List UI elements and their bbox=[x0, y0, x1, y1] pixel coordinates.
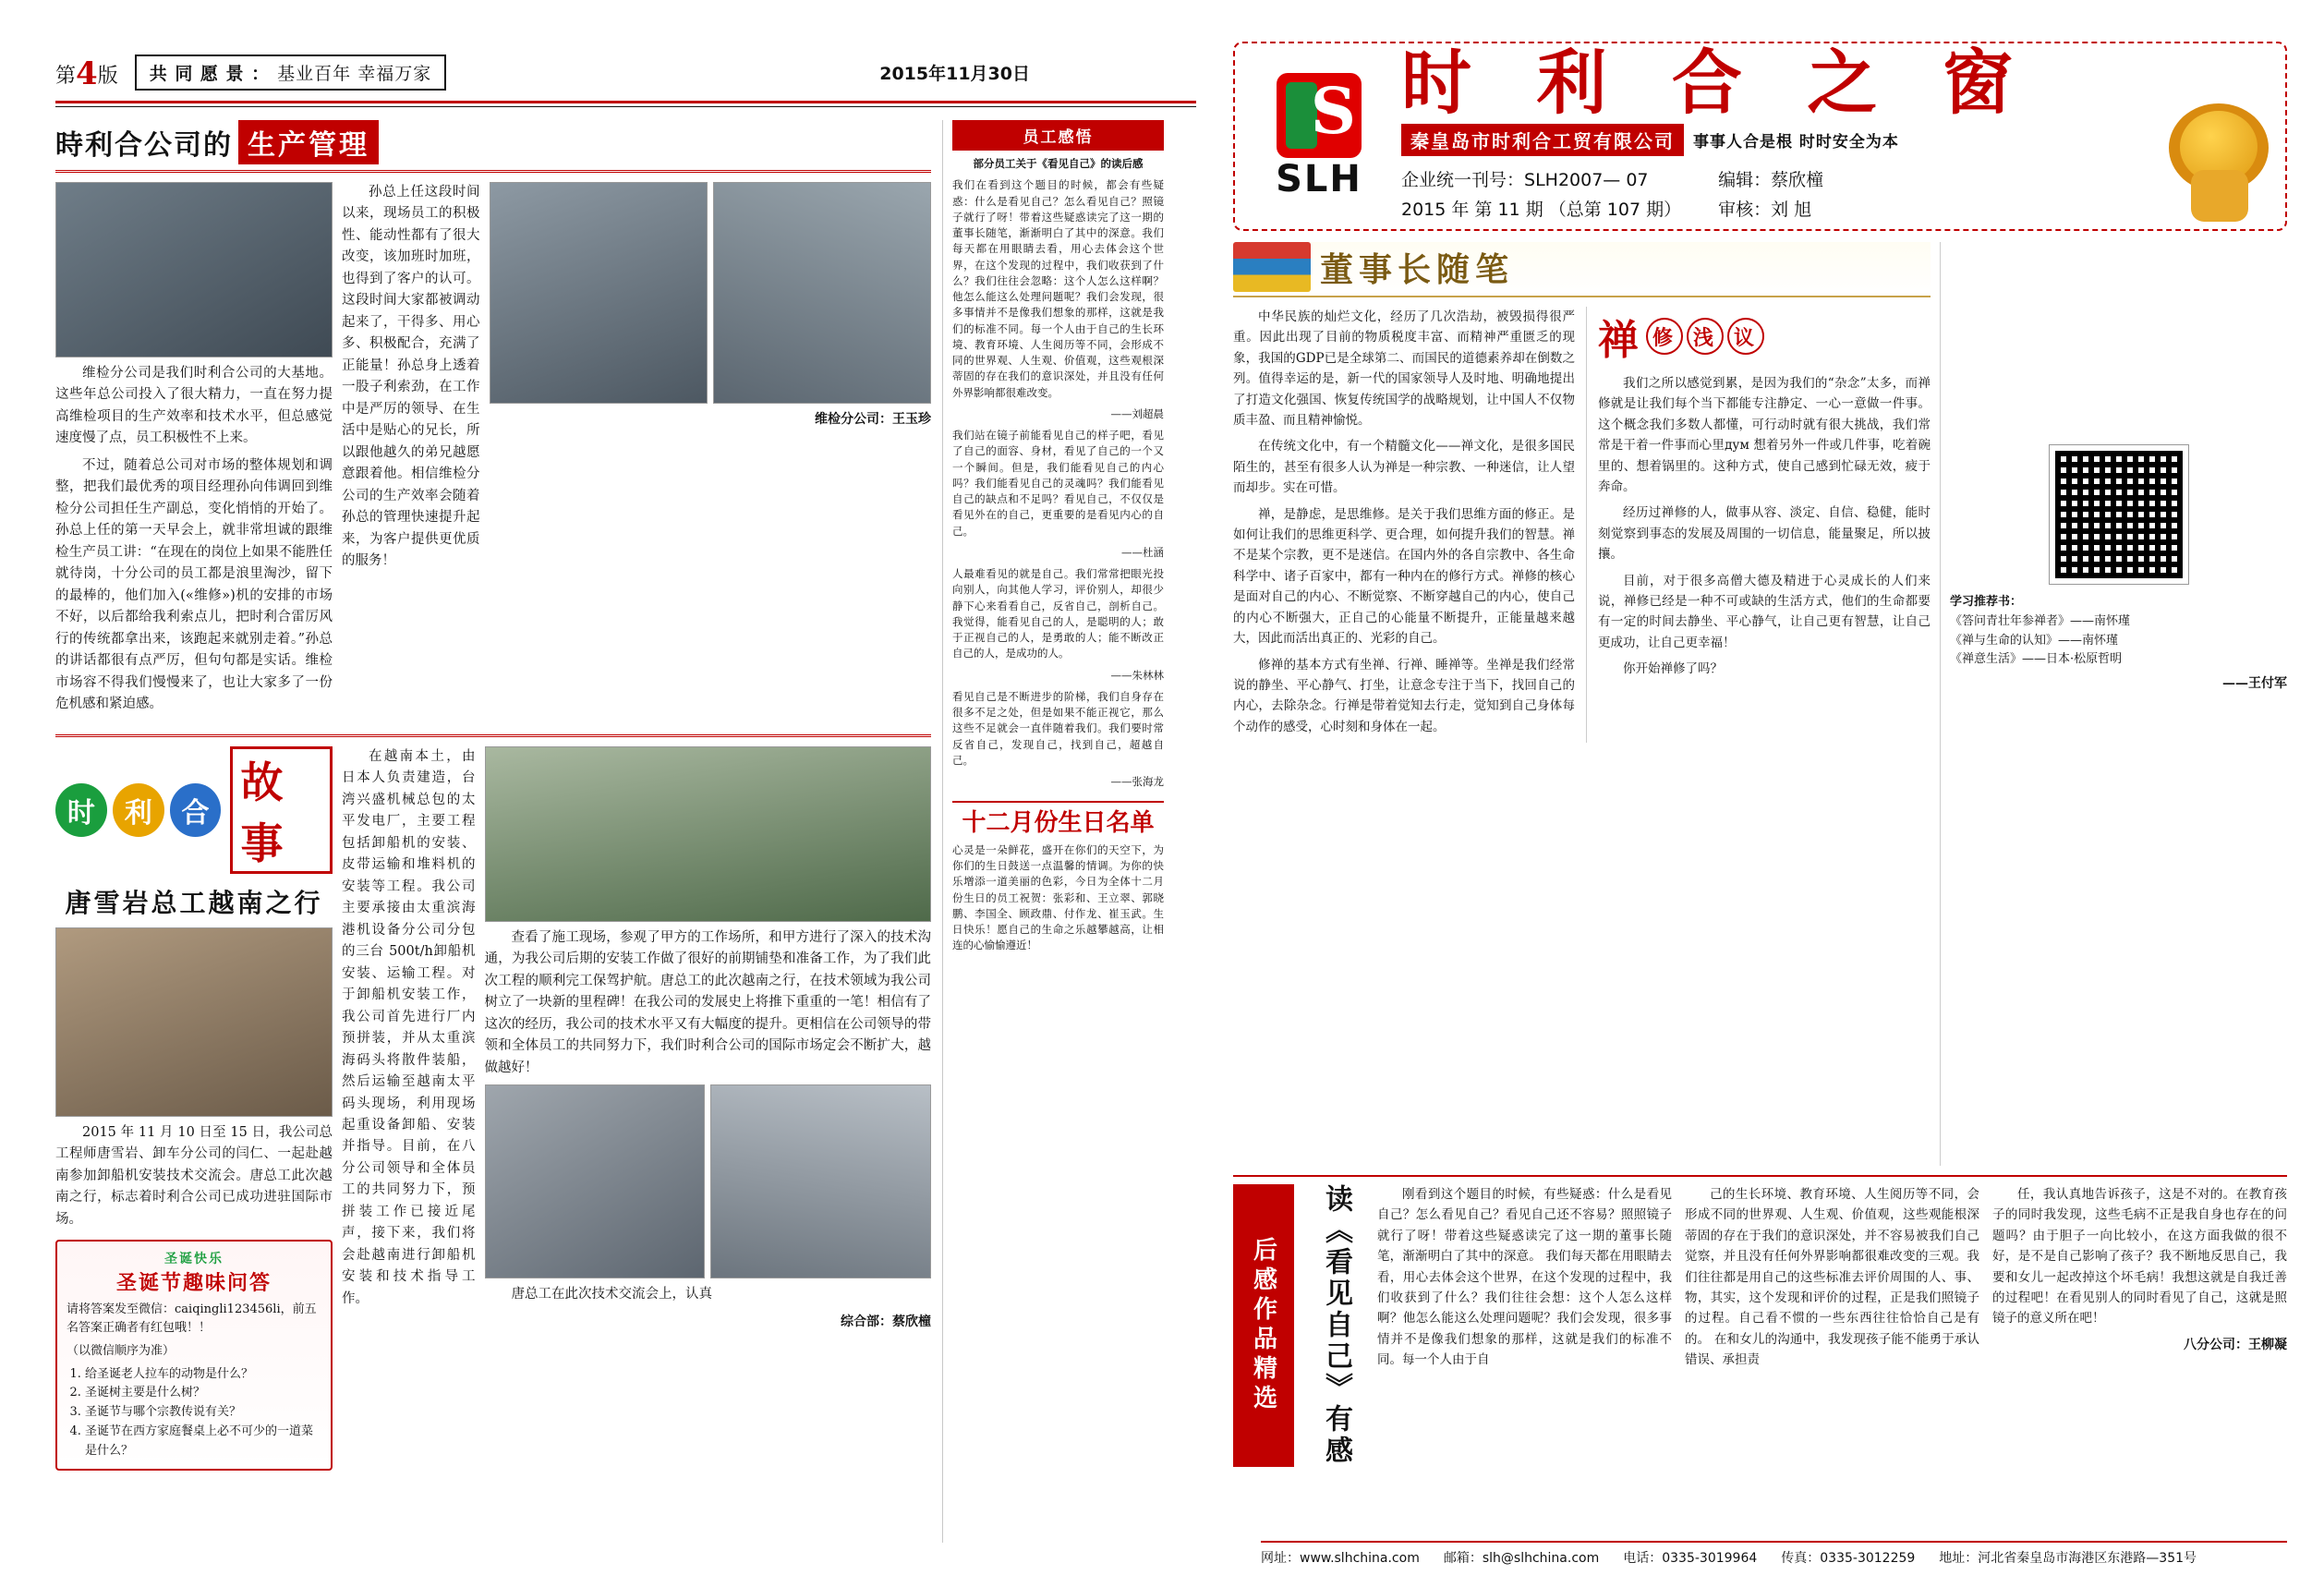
article1-title-part2: 生产管理 bbox=[238, 120, 379, 164]
insight-text-1: 我们在看到这个题目的时候，都会有些疑惑：什么是看见自己？怎么看见自己？照镜子就行了呀！带着这些疑惑读完了这一期的董事长随笔，渐渐明白了其中的深意。我们每天都在用眼睛去看，用心去体会这个世界，在这个发现的过程中，我们收获到了什么？我们往往会忽略：这个人怎么这样啊？他怎么能这么处理问题呢？我们会发现，很多事情并不是像我们想象的那样，这就是我们的标准不同。每一个人由于自己的生长环境、教育环境、人生阅历等不同，会形成不同的世界观、人生观、价值观，这些观根深蒂固的存在我们的意识深处，并且没有任何外界影响都很难改变。 bbox=[952, 178, 1164, 399]
book-item: 《禅意生活》——日本·松原哲明 bbox=[1950, 652, 2123, 667]
chairman-rpara-2: 经历过禅修的人，做事从容、淡定、自信、稳健，能时刻觉察到事态的发展及周围的一切信息，能量聚足，所以披攘。 bbox=[1598, 505, 1931, 563]
header-rule bbox=[55, 101, 1196, 103]
article2-para-2: 在越南本土，由日本人负责建造，台湾兴盛机械总包的太平发电厂，主要工程包括卸船机的安装、皮带运输和堆料机的安装等工程。我公司主要承接由太重滨海港机设备分公司分包的三台 500t/h卸船机安装、运输工程。对于卸船机安装工作，我公司首先进行厂内预拼装，并从太重滨海码头将散件装船，然后运输至越南太平码头现场，利用现场起重设备卸船、安装并指导。目前，在八分公司领导和全体员工的共同努力下，预拼装工作已接近尾声，接下来，我们将会赴越南进行卸船机安装和技术指导工作。 bbox=[342, 748, 476, 1306]
chairman-para-1: 中华民族的灿烂文化，经历了几次浩劫，被毁损得很严重。因此出现了目前的物质税度丰富、而精神严重匮乏的现象，我国的GDP已是全球第二、而国民的道德素养却在倒数之列。值得幸运的是，新一代的国家领导人及时地、明确地提出了打造文化强国、恢复传统国学的战略规划，让中国人不仅物质丰盈、而且精神愉悦。 bbox=[1233, 309, 1575, 429]
left-main-column bbox=[55, 120, 942, 1543]
book-label: 学习推荐书： bbox=[1950, 595, 2023, 609]
article1-col1 bbox=[55, 182, 333, 721]
chairman-text-col2 bbox=[1598, 307, 1931, 743]
insight-sig-1: ——刘超晨 bbox=[1110, 406, 1164, 420]
logo-circle-3: 合 bbox=[170, 783, 222, 837]
footer-email bbox=[1444, 1548, 1599, 1567]
header-rule-thin bbox=[55, 106, 1196, 107]
christmas-quiz-heading: 圣诞节趣味问答 bbox=[115, 1271, 272, 1296]
chairman-sidebar bbox=[1940, 242, 2287, 1166]
employee-insights-title: 员工感悟 bbox=[952, 120, 1164, 151]
chairman-rpara-3: 目前，对于很多高僧大德及精进于心灵成长的人们来说，禅修已经是一种不可或缺的生活方式，他们的生命都要有一定的时间去静坐、平心静气，让自己更有智慧，让自己更成功，让自己更幸福！ bbox=[1598, 573, 1931, 650]
reading-col-3: 任，我认真地告诉孩子，这是不对的。在教育孩子的同时我发现，这些毛病不正是我自身也存在的问题吗？由于胆子一向比较小，在这方面我做的很不好，是不是自己影响了孩子？我不断地反思自己，我要和女儿一起改掉这个坏毛病！我想这就是自我迁善的过程吧！在看见别人的同时看见了自己，这就是照镜子的意义所在吧！ bbox=[1992, 1187, 2287, 1327]
reading-tag-text: 后感作品精选 bbox=[1249, 1237, 1277, 1414]
story-logo bbox=[55, 746, 333, 874]
qr-code[interactable] bbox=[2050, 445, 2188, 584]
footer-address bbox=[1939, 1548, 2197, 1567]
masthead-main bbox=[1401, 41, 2270, 225]
footer-phone-label: 电话： bbox=[1623, 1551, 1663, 1566]
article2-text-col4 bbox=[485, 1284, 931, 1305]
article2-col1 bbox=[55, 746, 333, 1471]
vision-statement bbox=[135, 55, 447, 91]
photo-manager-portrait bbox=[55, 182, 333, 357]
page-number-label bbox=[55, 54, 118, 91]
footer-email-value[interactable]: slh@slhchina.com bbox=[1482, 1551, 1600, 1566]
chairman-right-text bbox=[1598, 373, 1931, 680]
chairman-banner bbox=[1233, 242, 1931, 297]
footer-fax-value: 0335-3012259 bbox=[1820, 1551, 1916, 1566]
quiz-item: 2. 圣诞树主要是什么树？ bbox=[85, 1384, 321, 1403]
zen-title-char-3: 议 bbox=[1727, 318, 1764, 355]
article1-col3 bbox=[490, 182, 931, 721]
article2-para-3: 查看了施工现场，参观了甲方的工作场所，和甲方进行了深入的技术沟通，为我公司后期的安装工作做了很好的前期铺垫和准备工作，为了我们此次工程的顺利完工保驾护航。唐总工的此次越南之行，在技术领域为我公司树立了一块新的里程碑！在我公司的发展史上将推下重重的一笔！相信有了这次的经历，我公司的技术水平又有大幅度的提升。更相信在公司领导的带领和全体员工的共同努力下，我们时利合公司的国际市场定会不断扩大，越做越好！ bbox=[484, 929, 931, 1075]
book-recommendation bbox=[1950, 593, 2287, 695]
article2-text-col3 bbox=[485, 927, 931, 1079]
story-logo-word: 故事 bbox=[230, 746, 333, 874]
employee-insights-sub: 部分员工关于《看见自己》的读后感 bbox=[973, 157, 1144, 170]
christmas-quiz-box bbox=[55, 1240, 333, 1470]
masthead bbox=[1233, 42, 2287, 231]
chairman-para-4: 修禅的基本方式有坐禅、行禅、睡禅等。坐禅是我们经常说的静坐、平心静气、打坐，让意念专注于当下，找回自己的内心，去除杂念。行禅是带着觉知去行走，觉知到自己身体每个动作的感受，心时刻和身体在一起。 bbox=[1233, 657, 1575, 734]
slh-logo-icon bbox=[1277, 73, 1362, 158]
photo-office-meeting bbox=[485, 1084, 706, 1278]
christmas-quiz-sub: 请将答案发至微信：caiqingli123456li，前五名答案正确者有红包哦！！ bbox=[67, 1302, 317, 1336]
article1-para-2: 不过，随着总公司对市场的整体规划和调整，把我们最优秀的项目经理孙向伟调回到维检分公司担任生产副总，变化悄悄的开始了。孙总上任的第一天早会上，就非常坦诚的跟维检生产员工讲：“在现在的岗位上如果不能胜任就待岗，十分公司的员工都是浪里淘沙，留下的最棒的，他们加入(«维修»)机的安排的市场不好，以后都给我利索点儿，把时利合雷厉风行的传统都拿出来，该跑起来就别走着。”孙总的讲话都很有点严厉，但句句都是实话。维检市场容不得我们慢慢来了，也让大家多了一份危机感和紧迫感。 bbox=[55, 457, 333, 712]
quiz-item: 3. 圣诞节与哪个宗教传说有关？ bbox=[85, 1403, 321, 1423]
birthday-block bbox=[952, 801, 1164, 953]
article2-subhead: 唐雪岩总工越南之行 bbox=[65, 887, 323, 918]
footer-email-label: 邮箱： bbox=[1443, 1551, 1483, 1566]
chairman-rpara-1: 我们之所以感觉到累，是因为我们的“杂念”太多，而禅修就是让我们每个当下都能专注静定、一心一意做一件事。这个概念我们多数人都懂，可行动时就有很大挑战，我们常常是干着一件事而心里дум 想着另外一件或几件事，吃着碗里的、想着锅里的。这种方式，使自己感到忙碌无效，疲于奔命。 bbox=[1598, 376, 1931, 495]
company-slogan: 事事人合是根 时时安全为本 bbox=[1693, 132, 1899, 151]
photo-plant-render bbox=[485, 746, 931, 922]
zen-title bbox=[1598, 307, 1931, 366]
christmas-corner-text: 圣诞快乐 bbox=[164, 1252, 224, 1267]
issue-number: SLH2007— 07 bbox=[1524, 169, 1649, 190]
reading-impressions bbox=[1233, 1175, 2287, 1467]
reading-col-1: 刚看到这个题目的时候，有些疑惑：什么是看见自己？怎么看见自己？看见自己还不容易？照照镜子就行了呀！带着这些疑惑读完了这一期的董事长随笔，渐渐明白了其中的深意。 我们每天都在用眼睛去看，用心去体会这个世界，在这个发现的过程中，我们收获到了什么？我们往往会想：这个人怎么这样啊？他怎么能这么处理问题呢？我们会发现，很多事情并不是像我们想象的那样，这就是我们的标准不同。每一个人由于自 bbox=[1377, 1187, 1672, 1368]
right-content bbox=[1233, 242, 2287, 1166]
insight-text-4: 看见自己是不断进步的阶梯，我们自身存在很多不足之处，但是如果不能正视它，那么这些不足就会一直伴随着我们。我们要时常反省自己，发现自己，找到自己，超越自己。 bbox=[952, 689, 1164, 767]
reading-vertical-title: 读《看见自己》有感 bbox=[1320, 1184, 1352, 1467]
photo-meeting-table bbox=[55, 927, 333, 1117]
article1-para-1: 维检分公司是我们时利合公司的大基地。这些年总公司投入了很大精力，一直在努力提高维检项目的生产效率和技术水平，但总感觉速度慢了点，员工积极性不上来。 bbox=[55, 366, 333, 446]
article2-byline: 综合部：蔡欣橦 bbox=[841, 1314, 931, 1329]
publication-title: 时 利 合 之 窗 bbox=[1401, 41, 2033, 124]
christmas-quiz-title bbox=[67, 1249, 321, 1296]
article2-para-1: 2015 年 11 月 10 日至 15 日，我公司总工程师唐雪岩、卸车分公司的闫仁、一起赴越南参加卸船机安装技术交流会。唐总工此次越南之行，标志着时利合公司已成功进驻国际市场。 bbox=[55, 1124, 333, 1227]
reading-tag bbox=[1233, 1184, 1294, 1467]
masthead-info-right bbox=[1718, 165, 1823, 225]
editor-row bbox=[1718, 165, 1823, 195]
article1-col2 bbox=[342, 182, 480, 721]
zen-title-main: 禅 bbox=[1598, 317, 1642, 364]
reading-signature: 八分公司：王柳凝 bbox=[2184, 1337, 2287, 1352]
christmas-quiz-list bbox=[67, 1365, 321, 1461]
mascot-body bbox=[2191, 170, 2248, 222]
photo-worksite-1 bbox=[490, 182, 708, 404]
editor-name: 蔡欣橦 bbox=[1771, 169, 1824, 190]
chairman-text-col1 bbox=[1233, 307, 1575, 743]
page-label-prefix: 第 bbox=[55, 65, 77, 88]
photo-site-building bbox=[710, 1084, 931, 1278]
insight-sig-4: ——张海龙 bbox=[1110, 775, 1164, 788]
footer-website-value[interactable]: www.slhchina.com bbox=[1300, 1551, 1420, 1566]
chairman-para-3: 禅，是静虑，是思维修。是关于我们思维方面的修正。是如何让我们的思维更科学、更合理，如何提升我们的智慧。禅不是某个宗教，更不是迷信。在国内外的各自宗教中、各生命科学中、诸子百家中，都有一种内在的修行方式。禅修的核心是面对自己的内心、不断觉察、不断穿越自己的内心，使自己的内心不断强大，正自己的心能量不断提升，正能量越来越大，因此而活出真正的、光彩的自己。 bbox=[1233, 506, 1575, 647]
photo-worksite-2 bbox=[713, 182, 931, 404]
left-body bbox=[55, 120, 1196, 1543]
article2-col3 bbox=[485, 746, 931, 1471]
article1-byline: 维检分公司：王玉珍 bbox=[815, 412, 931, 427]
footer-website bbox=[1261, 1548, 1420, 1567]
insight-sig-3: ——朱林林 bbox=[1110, 668, 1164, 682]
article1-body bbox=[55, 182, 931, 721]
books-icon bbox=[1233, 242, 1311, 292]
right-page bbox=[1224, 0, 2324, 1587]
masthead-info-left bbox=[1401, 165, 1681, 225]
left-side-column bbox=[942, 120, 1164, 1543]
reviewer-label: 审核： bbox=[1718, 200, 1772, 220]
article1-header bbox=[55, 120, 931, 173]
article1-text-col1 bbox=[55, 363, 333, 716]
zen-title-char-2: 浅 bbox=[1687, 318, 1724, 355]
footer-contact bbox=[1261, 1541, 2287, 1567]
quiz-item: 4. 圣诞节在西方家庭餐桌上必不可少的一道菜是什么？ bbox=[85, 1423, 321, 1461]
lion-mascot-icon bbox=[2163, 103, 2274, 224]
slh-logo-text: SLH bbox=[1276, 157, 1362, 200]
quiz-item: 1. 给圣诞老人拉车的动物是什么？ bbox=[85, 1365, 321, 1385]
company-name: 秦皇岛市时利合工贸有限公司 bbox=[1401, 124, 1684, 156]
issue-period: 2015 年 第 11 期 （总第 107 期） bbox=[1401, 200, 1682, 220]
page-label-suffix: 版 bbox=[97, 65, 118, 88]
zen-title-char-1: 修 bbox=[1646, 318, 1683, 355]
birthday-text: 心灵是一朵鲜花，盛开在你们的天空下，为你们的生日鼓送一点温馨的情调。为你的快乐增添一道美丽的色彩，今日为全体十二月份生日的员工祝贺：张彩和、王立翠、郭晓鹏、李国全、顾政鼎、付作龙、崔玉武。生日快乐！愿自己的生命之乐越攀越高，让相连的心愉愉遵近！ bbox=[952, 842, 1164, 952]
vision-label: 共 同 愿 景 ： bbox=[149, 63, 271, 84]
christmas-quiz-note: （以微信顺序为准） bbox=[67, 1344, 176, 1359]
book-item: 《答问青壮年参禅者》——南怀瑾 bbox=[1950, 613, 2131, 628]
chairman-banner-title: 董事长随笔 bbox=[1320, 249, 1515, 289]
page-number: 4 bbox=[76, 55, 98, 92]
article2-text-col1 bbox=[55, 1122, 333, 1230]
chairman-essay bbox=[1233, 242, 1931, 1166]
birthday-title: 十二月份生日名单 bbox=[962, 809, 1155, 838]
article1-title-part1: 時利合公司的 bbox=[55, 129, 233, 162]
article2-col2 bbox=[342, 746, 476, 1471]
vision-text: 基业百年 幸福万家 bbox=[277, 63, 432, 84]
footer-address-value: 河北省秦皇岛市海港区东港路—351号 bbox=[1978, 1551, 2197, 1566]
logo-circle-2: 利 bbox=[113, 783, 164, 837]
insight-text-3: 人最难看见的就是自己。我们常常把眼光投向别人，向其他人学习，评价别人，却很少静下心来看看自己，反省自己，剖析自己。我觉得，能看见自己的人，是聪明的人；敢于正视自己的人，是勇敢的人；能不断改正自己的人，是成功的人。 bbox=[952, 567, 1164, 660]
editor-label: 编辑： bbox=[1718, 169, 1772, 190]
insight-sig-2: ——杜涵 bbox=[1121, 545, 1164, 559]
chairman-rpara-4: 你开始禅修了吗？ bbox=[1623, 661, 1723, 677]
footer-website-label: 网址： bbox=[1261, 1551, 1300, 1566]
chairman-signature: ——王付军 bbox=[2222, 676, 2287, 692]
logo-circle-1: 时 bbox=[55, 783, 107, 837]
book-item: 《禅与生命的认知》——南怀瑾 bbox=[1950, 633, 2119, 648]
reading-col-2: 己的生长环境、教育环境、人生阅历等不同，会形成不同的世界观、人生观、价值观，这些观能根深蒂固的存在于我们的意识深处，并不容易被我们自己觉察，并且没有任何外界影响都很难改变的三观。我们往往都是用自己的这些标准去评价周围的人、事、物，其实，这个发现和评价的过程，正是我们照镜子的过程。自己看不惯的一些东西往往恰恰自己是有的。 在和女儿的沟通中，我发现孩子能不能勇于承认错误、承担责 bbox=[1685, 1187, 1979, 1368]
masthead-subrow bbox=[1401, 124, 2270, 156]
footer-fax bbox=[1781, 1548, 1915, 1567]
reviewer-name: 刘 旭 bbox=[1771, 200, 1812, 220]
reading-vertical-title-wrap bbox=[1303, 1184, 1368, 1467]
company-logo bbox=[1250, 73, 1388, 200]
reviewer-row bbox=[1718, 195, 1823, 224]
article-vietnam-trip bbox=[55, 746, 931, 1471]
masthead-info bbox=[1401, 165, 2270, 225]
article2-para-4: 唐总工在此次技术交流会上，认真 bbox=[511, 1287, 713, 1302]
footer-phone bbox=[1623, 1548, 1757, 1567]
left-page-header bbox=[55, 51, 1196, 93]
reading-columns bbox=[1377, 1184, 2287, 1467]
article-separator bbox=[55, 734, 931, 737]
issue-date: 2015年11月30日 bbox=[879, 63, 1030, 84]
chairman-para-2: 在传统文化中，有一个精髓文化——禅文化，是很多国民陌生的，甚至有很多人认为禅是一种宗教、一种迷信，让人望而却步。实在可惜。 bbox=[1233, 439, 1575, 496]
footer-fax-label: 传真： bbox=[1781, 1551, 1821, 1566]
footer-address-label: 地址： bbox=[1939, 1551, 1979, 1566]
insight-text-2: 我们站在镜子前能看见自己的样子吧，看见了自己的面容、身材，看见了自己的一个又一个瞬间。但是，我们能看见自己的内心吗？我们能看见自己的灵魂吗？我们能看见自己的缺点和不足吗？看见自己，不仅仅是看见外在的自己，更重要的是看见内心的自己。 bbox=[952, 429, 1164, 538]
footer-phone-value: 0335-3019964 bbox=[1662, 1551, 1758, 1566]
issue-number-row bbox=[1401, 165, 1681, 195]
column-divider bbox=[1586, 307, 1587, 743]
article-production-management bbox=[55, 120, 931, 721]
issue-label: 企业统一刊号： bbox=[1401, 169, 1525, 190]
article1-para-3: 孙总上任这段时间以来，现场员工的积极性、能动性都有了很大改变，该加班时加班，也得到了客户的认可。这段时间大家都被调动起来了，干得多、用心多、积极配合，充满了正能量！孙总身上透着一股子利索劲，在工作中是严厉的领导、在生活中是贴心的兄长，所以跟他越久的弟兄越愿意跟着他。相信维检分公司的生产效率会随着孙总的管理快速提升起来，为客户提供更优质的服务！ bbox=[342, 185, 480, 569]
